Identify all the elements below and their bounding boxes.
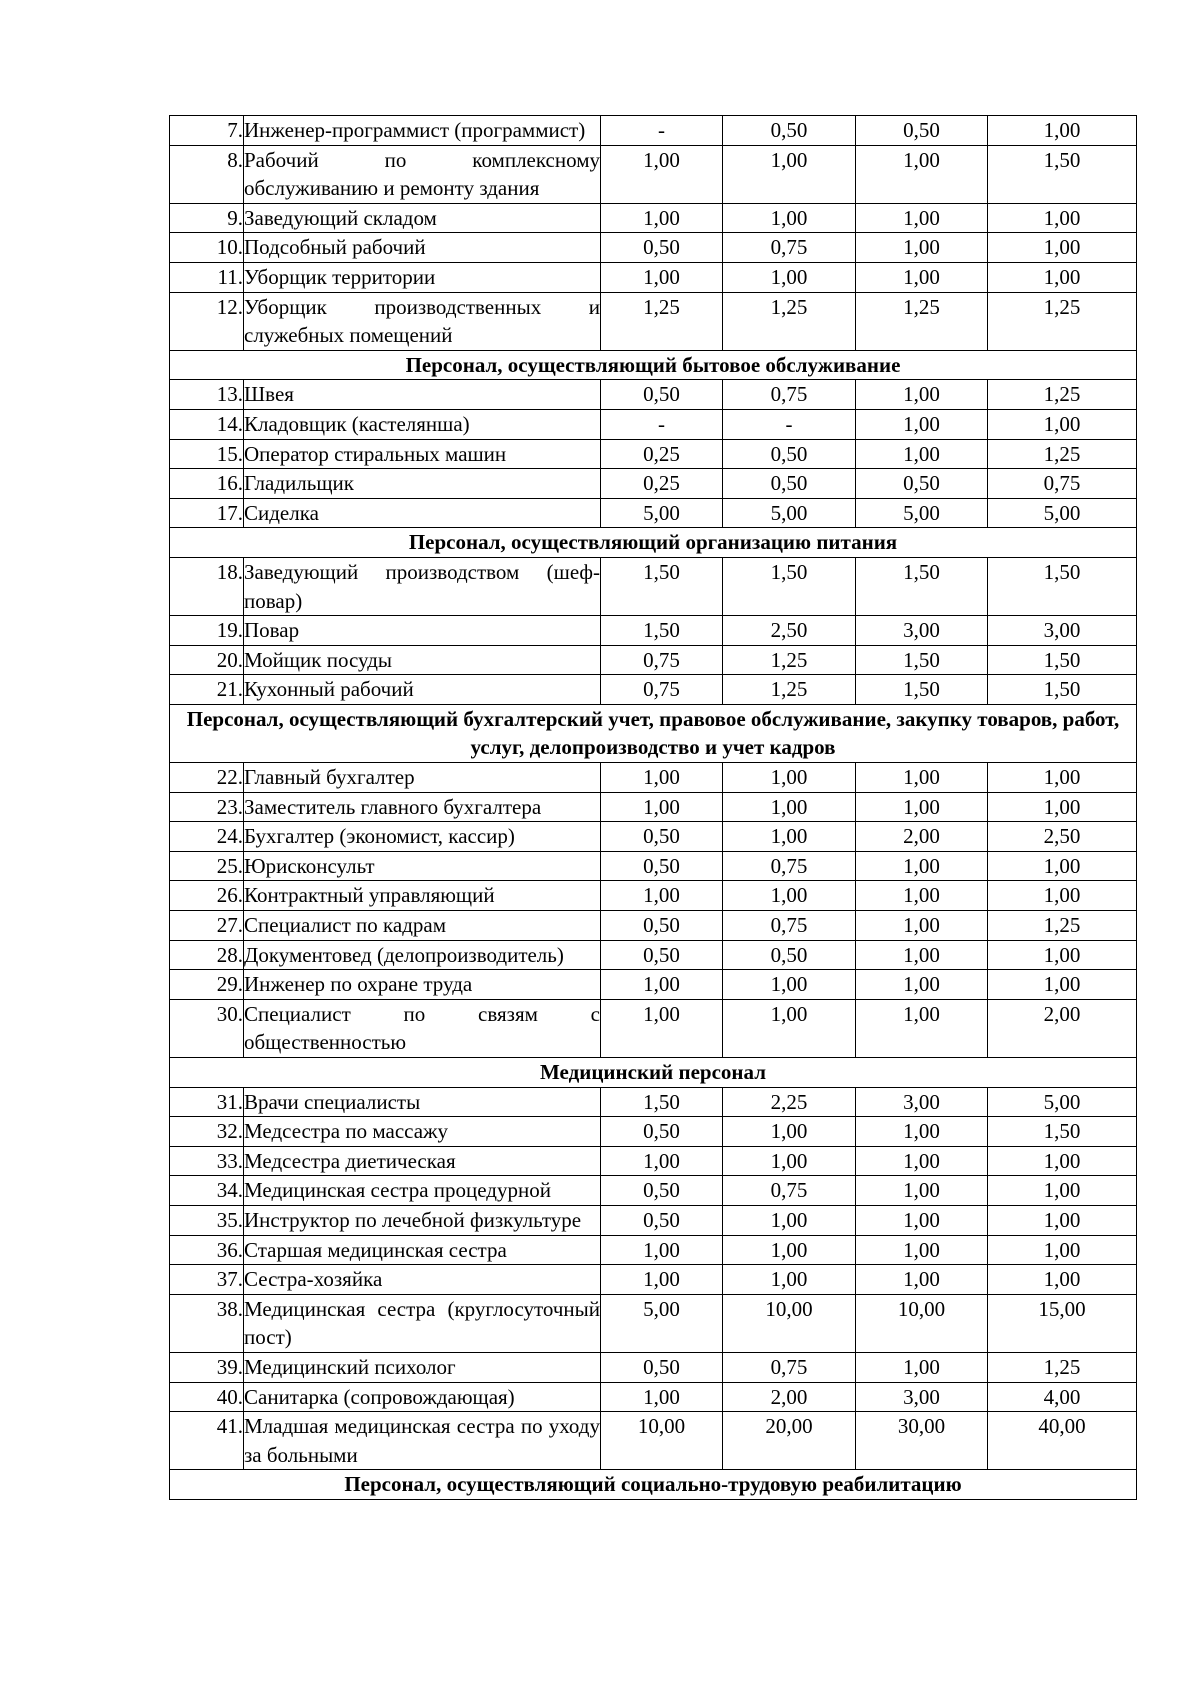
row-number: 29. — [170, 970, 244, 1000]
staff-units-value-col4: 1,25 — [988, 911, 1137, 941]
section-title: Персонал, осуществляющий бухгалтерский учет, правовое обслуживание, закупку товаров, работ, услуг, делопроизводство и учет кадров — [170, 704, 1137, 762]
staff-units-value-col4: 1,00 — [988, 881, 1137, 911]
row-number: 26. — [170, 881, 244, 911]
staff-units-value-col3: 1,00 — [856, 911, 988, 941]
staff-units-value-col3: 1,00 — [856, 763, 988, 793]
staff-units-value-col2: 1,00 — [723, 262, 856, 292]
row-number: 17. — [170, 498, 244, 528]
staff-units-value-col1: 1,25 — [601, 292, 723, 350]
staff-units-value-col3: 1,00 — [856, 1117, 988, 1147]
staff-units-value-col3: 2,00 — [856, 822, 988, 852]
table-row — [170, 851, 1137, 881]
table-row — [170, 616, 1137, 646]
table-row — [170, 1352, 1137, 1382]
staff-units-value-col2: 0,75 — [723, 380, 856, 410]
staff-units-value-col1: 1,00 — [601, 970, 723, 1000]
staff-units-value-col4: 0,75 — [988, 469, 1137, 499]
staff-units-value-col4: 2,50 — [988, 822, 1137, 852]
section-title: Медицинский персонал — [170, 1058, 1137, 1088]
staff-units-value-col1: 5,00 — [601, 498, 723, 528]
position-name: Инженер-программист (программист) — [244, 116, 601, 146]
table-row — [170, 233, 1137, 263]
table-row — [170, 262, 1137, 292]
row-number: 35. — [170, 1205, 244, 1235]
staff-units-value-col2: 20,00 — [723, 1412, 856, 1470]
staff-units-value-col2: 0,50 — [723, 469, 856, 499]
staff-units-value-col2: 0,75 — [723, 1352, 856, 1382]
table-row — [170, 409, 1137, 439]
staff-units-value-col4: 1,00 — [988, 116, 1137, 146]
row-number: 37. — [170, 1265, 244, 1295]
staff-units-value-col3: 10,00 — [856, 1294, 988, 1352]
row-number: 30. — [170, 999, 244, 1057]
table-row — [170, 1205, 1137, 1235]
table-row — [170, 1382, 1137, 1412]
staff-units-value-col2: 10,00 — [723, 1294, 856, 1352]
row-number: 21. — [170, 675, 244, 705]
table-row — [170, 970, 1137, 1000]
position-name: Кухонный рабочий — [244, 675, 601, 705]
staff-units-value-col2: 1,25 — [723, 645, 856, 675]
staff-units-value-col2: 0,75 — [723, 233, 856, 263]
row-number: 40. — [170, 1382, 244, 1412]
staff-units-value-col4: 1,50 — [988, 1117, 1137, 1147]
staff-units-value-col4: 1,50 — [988, 145, 1137, 203]
staff-units-value-col2: 1,00 — [723, 1235, 856, 1265]
table-row — [170, 940, 1137, 970]
staff-units-value-col3: 1,00 — [856, 1205, 988, 1235]
staff-units-value-col2: 1,00 — [723, 1146, 856, 1176]
row-number: 14. — [170, 409, 244, 439]
staff-units-value-col2: 1,00 — [723, 970, 856, 1000]
table-row — [170, 1117, 1137, 1147]
staff-units-value-col1: 0,50 — [601, 1117, 723, 1147]
staff-units-value-col3: 1,00 — [856, 881, 988, 911]
table-row — [170, 469, 1137, 499]
staff-units-value-col3: 1,00 — [856, 380, 988, 410]
staff-units-value-col4: 40,00 — [988, 1412, 1137, 1470]
staff-units-value-col1: 1,00 — [601, 881, 723, 911]
row-number: 27. — [170, 911, 244, 941]
row-number: 28. — [170, 940, 244, 970]
staff-units-value-col3: 1,00 — [856, 999, 988, 1057]
row-number: 15. — [170, 439, 244, 469]
position-name: Специалист по кадрам — [244, 911, 601, 941]
position-name: Медицинская сестра (круглосуточный пост) — [244, 1294, 601, 1352]
staff-units-value-col3: 1,00 — [856, 1265, 988, 1295]
staff-units-value-col3: 1,00 — [856, 851, 988, 881]
staff-units-value-col1: 1,00 — [601, 1265, 723, 1295]
table-row — [170, 116, 1137, 146]
staff-units-value-col2: - — [723, 409, 856, 439]
row-number: 12. — [170, 292, 244, 350]
staff-units-value-col4: 1,25 — [988, 380, 1137, 410]
staff-units-value-col4: 1,00 — [988, 763, 1137, 793]
staff-units-value-col2: 0,75 — [723, 1176, 856, 1206]
staff-units-value-col2: 1,50 — [723, 557, 856, 615]
staff-units-value-col3: 5,00 — [856, 498, 988, 528]
staff-units-value-col4: 1,50 — [988, 675, 1137, 705]
position-name: Подсобный рабочий — [244, 233, 601, 263]
staffing-table-body — [170, 116, 1137, 1500]
position-name: Старшая медицинская сестра — [244, 1235, 601, 1265]
staff-units-value-col3: 1,25 — [856, 292, 988, 350]
staff-units-value-col3: 0,50 — [856, 469, 988, 499]
position-name: Заведующий складом — [244, 203, 601, 233]
staff-units-value-col1: 1,00 — [601, 763, 723, 793]
position-name: Уборщик территории — [244, 262, 601, 292]
position-name: Специалист по связям с общественностью — [244, 999, 601, 1057]
staff-units-value-col1: - — [601, 409, 723, 439]
staff-units-value-col1: 1,50 — [601, 616, 723, 646]
position-name: Инструктор по лечебной физкультуре — [244, 1205, 601, 1235]
position-name: Врачи специалисты — [244, 1087, 601, 1117]
section-header-row — [170, 704, 1137, 762]
row-number: 7. — [170, 116, 244, 146]
position-name: Гладильщик — [244, 469, 601, 499]
staff-units-value-col1: 0,25 — [601, 439, 723, 469]
staff-units-value-col4: 1,00 — [988, 203, 1137, 233]
staff-units-value-col4: 1,00 — [988, 1265, 1137, 1295]
staff-units-value-col4: 2,00 — [988, 999, 1137, 1057]
row-number: 25. — [170, 851, 244, 881]
staff-units-value-col3: 30,00 — [856, 1412, 988, 1470]
table-row — [170, 822, 1137, 852]
staff-units-value-col4: 1,25 — [988, 1352, 1137, 1382]
staff-units-value-col4: 1,00 — [988, 262, 1137, 292]
staff-units-value-col1: 0,50 — [601, 911, 723, 941]
row-number: 39. — [170, 1352, 244, 1382]
position-name: Медсестра диетическая — [244, 1146, 601, 1176]
staff-units-value-col3: 1,50 — [856, 675, 988, 705]
staff-units-value-col1: 0,50 — [601, 940, 723, 970]
staff-units-value-col4: 15,00 — [988, 1294, 1137, 1352]
staff-units-value-col3: 1,50 — [856, 645, 988, 675]
staff-units-value-col2: 1,00 — [723, 763, 856, 793]
staff-units-value-col3: 3,00 — [856, 616, 988, 646]
staff-units-value-col3: 1,00 — [856, 940, 988, 970]
staff-units-value-col1: 5,00 — [601, 1294, 723, 1352]
row-number: 10. — [170, 233, 244, 263]
staff-units-value-col2: 2,00 — [723, 1382, 856, 1412]
staff-units-value-col2: 1,00 — [723, 822, 856, 852]
staff-units-value-col3: 1,00 — [856, 1352, 988, 1382]
staff-units-value-col2: 0,50 — [723, 439, 856, 469]
table-row — [170, 380, 1137, 410]
staff-units-value-col2: 0,50 — [723, 116, 856, 146]
table-row — [170, 763, 1137, 793]
staff-units-value-col1: 0,25 — [601, 469, 723, 499]
staff-units-value-col1: 0,50 — [601, 1205, 723, 1235]
staff-units-value-col2: 1,00 — [723, 792, 856, 822]
table-row — [170, 881, 1137, 911]
position-name: Юрисконсульт — [244, 851, 601, 881]
staff-units-value-col4: 1,00 — [988, 1205, 1137, 1235]
staff-units-value-col4: 1,00 — [988, 792, 1137, 822]
position-name: Медицинская сестра процедурной — [244, 1176, 601, 1206]
table-row — [170, 675, 1137, 705]
staff-units-value-col3: 1,00 — [856, 262, 988, 292]
section-title: Персонал, осуществляющий бытовое обслуживание — [170, 350, 1137, 380]
staff-units-value-col2: 1,25 — [723, 675, 856, 705]
section-header-row — [170, 350, 1137, 380]
staff-units-value-col3: 1,00 — [856, 1146, 988, 1176]
staff-units-value-col4: 1,25 — [988, 439, 1137, 469]
row-number: 18. — [170, 557, 244, 615]
row-number: 13. — [170, 380, 244, 410]
staff-units-value-col4: 1,50 — [988, 645, 1137, 675]
section-title: Персонал, осуществляющий организацию питания — [170, 528, 1137, 558]
staff-units-value-col4: 1,00 — [988, 1235, 1137, 1265]
position-name: Рабочий по комплексному обслуживанию и ремонту здания — [244, 145, 601, 203]
section-header-row — [170, 528, 1137, 558]
position-name: Уборщик производственных и служебных помещений — [244, 292, 601, 350]
section-title: Персонал, осуществляющий социально-трудовую реабилитацию — [170, 1470, 1137, 1500]
staff-units-value-col4: 5,00 — [988, 498, 1137, 528]
position-name: Повар — [244, 616, 601, 646]
staff-units-value-col1: 0,50 — [601, 851, 723, 881]
position-name: Заместитель главного бухгалтера — [244, 792, 601, 822]
staff-units-value-col1: 0,75 — [601, 675, 723, 705]
position-name: Медицинский психолог — [244, 1352, 601, 1382]
staff-units-value-col4: 1,00 — [988, 1176, 1137, 1206]
row-number: 41. — [170, 1412, 244, 1470]
table-row — [170, 145, 1137, 203]
staff-units-value-col1: 1,00 — [601, 1382, 723, 1412]
section-header-row — [170, 1058, 1137, 1088]
position-name: Кладовщик (кастелянша) — [244, 409, 601, 439]
staff-units-value-col2: 0,75 — [723, 851, 856, 881]
staffing-table — [169, 115, 1137, 1500]
position-name: Сиделка — [244, 498, 601, 528]
row-number: 34. — [170, 1176, 244, 1206]
table-row — [170, 292, 1137, 350]
staff-units-value-col2: 1,00 — [723, 203, 856, 233]
row-number: 31. — [170, 1087, 244, 1117]
staff-units-value-col3: 3,00 — [856, 1087, 988, 1117]
row-number: 8. — [170, 145, 244, 203]
staff-units-value-col2: 0,75 — [723, 911, 856, 941]
staff-units-value-col2: 1,00 — [723, 881, 856, 911]
staff-units-value-col1: 1,00 — [601, 145, 723, 203]
position-name: Младшая медицинская сестра по уходу за больными — [244, 1412, 601, 1470]
table-row — [170, 439, 1137, 469]
staff-units-value-col3: 0,50 — [856, 116, 988, 146]
staff-units-value-col1: - — [601, 116, 723, 146]
row-number: 20. — [170, 645, 244, 675]
staff-units-value-col2: 1,00 — [723, 999, 856, 1057]
position-name: Швея — [244, 380, 601, 410]
row-number: 33. — [170, 1146, 244, 1176]
staff-units-value-col3: 1,00 — [856, 145, 988, 203]
row-number: 22. — [170, 763, 244, 793]
table-row — [170, 1087, 1137, 1117]
section-header-row — [170, 1470, 1137, 1500]
staff-units-value-col3: 3,00 — [856, 1382, 988, 1412]
position-name: Мойщик посуды — [244, 645, 601, 675]
row-number: 16. — [170, 469, 244, 499]
staff-units-value-col1: 1,00 — [601, 999, 723, 1057]
staff-units-value-col3: 1,50 — [856, 557, 988, 615]
table-row — [170, 1412, 1137, 1470]
staff-units-value-col3: 1,00 — [856, 409, 988, 439]
staff-units-value-col3: 1,00 — [856, 203, 988, 233]
position-name: Главный бухгалтер — [244, 763, 601, 793]
staff-units-value-col2: 1,00 — [723, 1117, 856, 1147]
staff-units-value-col2: 2,50 — [723, 616, 856, 646]
row-number: 38. — [170, 1294, 244, 1352]
staff-units-value-col1: 1,50 — [601, 1087, 723, 1117]
row-number: 19. — [170, 616, 244, 646]
staff-units-value-col4: 1,00 — [988, 970, 1137, 1000]
table-row — [170, 792, 1137, 822]
position-name: Санитарка (сопровождающая) — [244, 1382, 601, 1412]
staff-units-value-col2: 1,25 — [723, 292, 856, 350]
staff-units-value-col2: 1,00 — [723, 1265, 856, 1295]
staff-units-value-col1: 1,00 — [601, 262, 723, 292]
table-row — [170, 1294, 1137, 1352]
staff-units-value-col3: 1,00 — [856, 970, 988, 1000]
row-number: 9. — [170, 203, 244, 233]
staff-units-value-col4: 5,00 — [988, 1087, 1137, 1117]
table-row — [170, 1146, 1137, 1176]
row-number: 24. — [170, 822, 244, 852]
staff-units-value-col1: 1,00 — [601, 1235, 723, 1265]
staff-units-value-col1: 0,50 — [601, 1176, 723, 1206]
staff-units-value-col2: 2,25 — [723, 1087, 856, 1117]
table-row — [170, 203, 1137, 233]
position-name: Заведующий производством (шеф-повар) — [244, 557, 601, 615]
position-name: Бухгалтер (экономист, кассир) — [244, 822, 601, 852]
staff-units-value-col2: 0,50 — [723, 940, 856, 970]
staff-units-value-col3: 1,00 — [856, 439, 988, 469]
table-row — [170, 999, 1137, 1057]
table-row — [170, 1235, 1137, 1265]
staff-units-value-col4: 4,00 — [988, 1382, 1137, 1412]
row-number: 11. — [170, 262, 244, 292]
staff-units-value-col3: 1,00 — [856, 792, 988, 822]
staff-units-value-col4: 1,25 — [988, 292, 1137, 350]
table-row — [170, 1265, 1137, 1295]
staff-units-value-col4: 1,50 — [988, 557, 1137, 615]
table-row — [170, 911, 1137, 941]
staff-units-value-col1: 0,75 — [601, 645, 723, 675]
position-name: Медсестра по массажу — [244, 1117, 601, 1147]
position-name: Сестра-хозяйка — [244, 1265, 601, 1295]
staff-units-value-col2: 5,00 — [723, 498, 856, 528]
staff-units-value-col4: 1,00 — [988, 851, 1137, 881]
staff-units-value-col3: 1,00 — [856, 233, 988, 263]
staff-units-value-col1: 1,50 — [601, 557, 723, 615]
staff-units-value-col4: 1,00 — [988, 409, 1137, 439]
position-name: Контрактный управляющий — [244, 881, 601, 911]
table-row — [170, 557, 1137, 615]
staff-units-value-col1: 10,00 — [601, 1412, 723, 1470]
staff-units-value-col1: 1,00 — [601, 1146, 723, 1176]
staff-units-value-col3: 1,00 — [856, 1235, 988, 1265]
table-row — [170, 645, 1137, 675]
staff-units-value-col1: 1,00 — [601, 792, 723, 822]
row-number: 23. — [170, 792, 244, 822]
table-row — [170, 498, 1137, 528]
staff-units-value-col2: 1,00 — [723, 1205, 856, 1235]
staff-units-value-col1: 1,00 — [601, 203, 723, 233]
position-name: Оператор стиральных машин — [244, 439, 601, 469]
staff-units-value-col4: 1,00 — [988, 1146, 1137, 1176]
staff-units-value-col4: 3,00 — [988, 616, 1137, 646]
staff-units-value-col1: 0,50 — [601, 1352, 723, 1382]
staff-units-value-col3: 1,00 — [856, 1176, 988, 1206]
staff-units-value-col2: 1,00 — [723, 145, 856, 203]
staff-units-value-col1: 0,50 — [601, 233, 723, 263]
row-number: 32. — [170, 1117, 244, 1147]
staff-units-value-col4: 1,00 — [988, 233, 1137, 263]
staff-units-value-col1: 0,50 — [601, 822, 723, 852]
staff-units-value-col4: 1,00 — [988, 940, 1137, 970]
position-name: Инженер по охране труда — [244, 970, 601, 1000]
staff-units-value-col1: 0,50 — [601, 380, 723, 410]
table-row — [170, 1176, 1137, 1206]
row-number: 36. — [170, 1235, 244, 1265]
position-name: Документовед (делопроизводитель) — [244, 940, 601, 970]
